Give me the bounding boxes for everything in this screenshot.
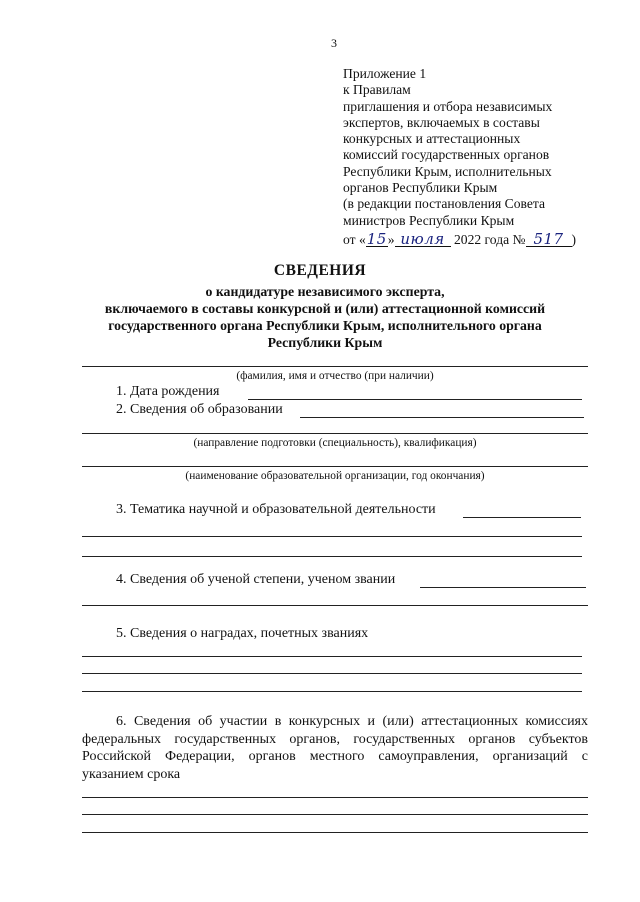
date-year: 2022 года № — [453, 231, 526, 247]
appendix-line: конкурсных и аттестационных — [343, 131, 521, 147]
awards-field-line[interactable] — [82, 656, 582, 657]
appendix-block — [343, 66, 576, 248]
appendix-line: (в редакции постановления Совета — [343, 196, 546, 212]
education-label: 2. Сведения об образовании — [116, 402, 283, 417]
birth-date-field-line[interactable] — [248, 399, 582, 400]
research-topics-label: 3. Тематика научной и образовательной деятельности — [116, 502, 436, 517]
appendix-line: Республики Крым, исполнительных — [343, 163, 552, 179]
resolution-date-line — [343, 229, 577, 248]
document-title: СВЕДЕНИЯ — [273, 262, 367, 279]
appendix-line: органов Республики Крым — [343, 180, 498, 196]
fio-caption: (фамилия, имя и отчество (при наличии) — [236, 370, 434, 382]
date-day-handwritten: 15 — [366, 229, 387, 248]
academic-degree-field-line-2[interactable] — [82, 605, 588, 606]
institution-caption: (наименование образовательной организации, год окончания) — [185, 470, 485, 482]
academic-degree-label: 4. Сведения об ученой степени, ученом звании — [116, 572, 396, 587]
document-subtitle — [60, 283, 590, 351]
resolution-number-handwritten: 517 — [526, 232, 572, 247]
subtitle-line: включаемого в составы конкурсной и (или) аттестационной комиссий — [104, 301, 546, 316]
subtitle-line: Республики Крым — [267, 335, 383, 350]
birth-date-label: 1. Дата рождения — [116, 384, 220, 399]
appendix-line: министров Республики Крым — [343, 212, 515, 228]
fio-field-line[interactable] — [82, 366, 588, 367]
research-topics-field-line[interactable] — [463, 517, 581, 518]
date-prefix: от « — [343, 231, 366, 247]
research-topics-field-line-2[interactable] — [82, 536, 582, 537]
page-number: 3 — [331, 36, 337, 50]
institution-field-line[interactable] — [82, 466, 588, 467]
specialty-caption: (направление подготовки (специальность), квалификация) — [193, 437, 477, 449]
commission-field-line-3[interactable] — [82, 832, 588, 833]
academic-degree-field-line[interactable] — [420, 587, 586, 588]
date-month-handwritten: июля — [395, 232, 451, 247]
appendix-line: комиссий государственных органов — [343, 147, 550, 163]
subtitle-line: о кандидатуре независимого эксперта, — [205, 284, 445, 299]
research-topics-field-line-3[interactable] — [82, 556, 582, 557]
awards-label: 5. Сведения о наградах, почетных званиях — [116, 626, 369, 641]
commission-participation-label: 6. Сведения об участии в конкурсных и (или) аттестационных комиссиях федеральных государственных органов, государственных органов субъектов Российской Федерации, органов местного самоуправления, организаций с указанием срока — [82, 714, 588, 782]
subtitle-line: государственного органа Республики Крым, исполнительного органа — [108, 318, 542, 333]
awards-field-line-3[interactable] — [82, 691, 582, 692]
commission-field-line[interactable] — [82, 797, 588, 798]
awards-field-line-2[interactable] — [82, 673, 582, 674]
close-paren: ) — [571, 231, 577, 247]
education-field-line[interactable] — [300, 417, 584, 418]
specialty-field-line[interactable] — [82, 433, 588, 434]
appendix-line: к Правилам — [343, 82, 411, 98]
appendix-line: экспертов, включаемых в составы — [343, 114, 540, 130]
commission-field-line-2[interactable] — [82, 814, 588, 815]
date-close-quote: » — [387, 231, 395, 247]
appendix-line: приглашения и отбора независимых — [343, 98, 553, 114]
appendix-line: Приложение 1 — [343, 66, 427, 81]
